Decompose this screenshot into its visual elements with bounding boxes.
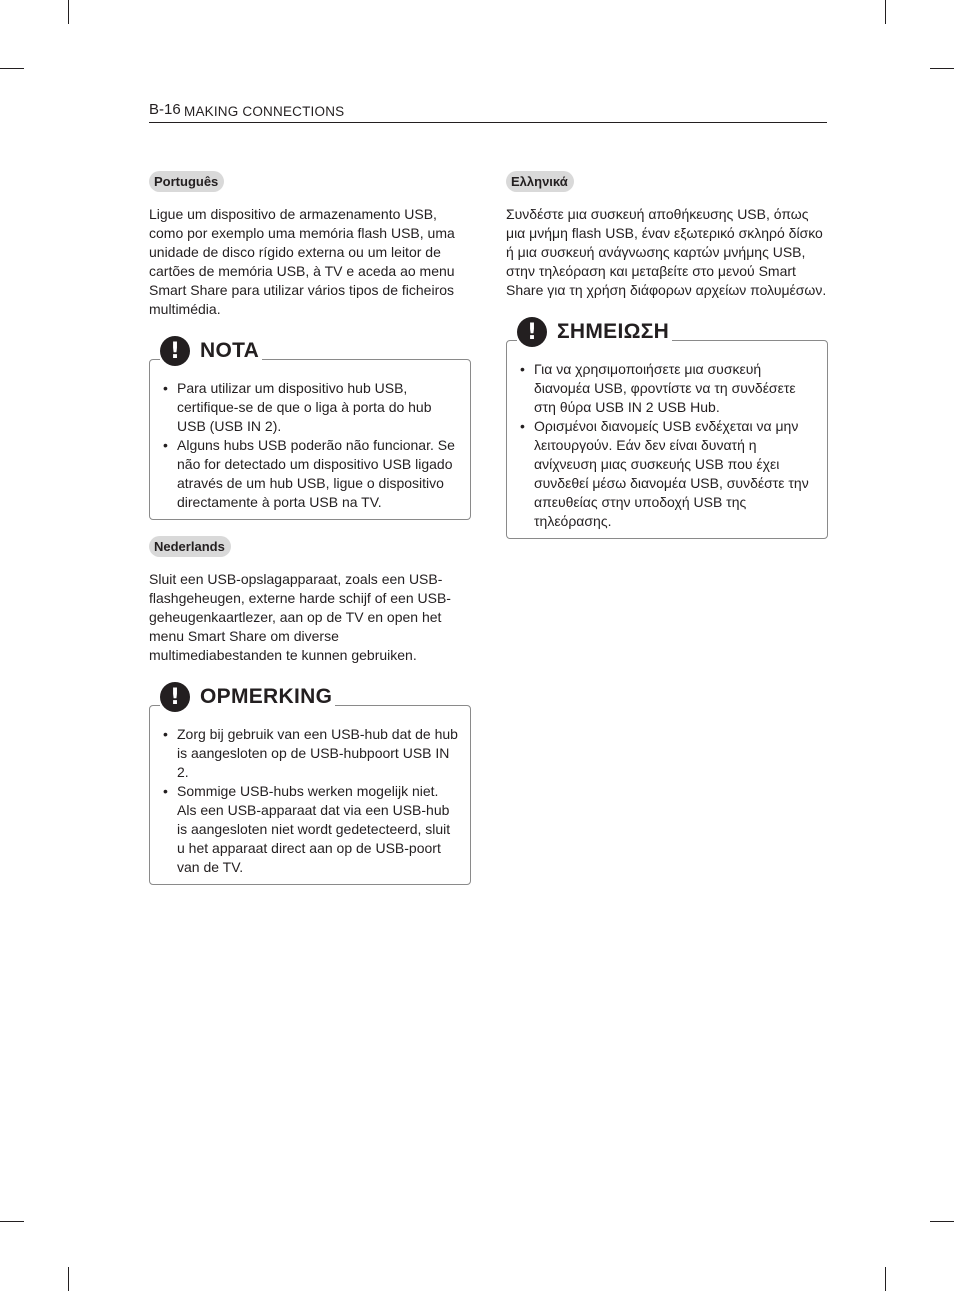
note-box bbox=[149, 338, 471, 520]
note-box bbox=[149, 684, 471, 885]
crop-mark bbox=[885, 0, 886, 24]
crop-mark bbox=[0, 1221, 24, 1222]
language-badge: Nederlands bbox=[149, 536, 231, 557]
note-box bbox=[506, 319, 828, 539]
crop-mark bbox=[68, 0, 69, 24]
section-portuguese bbox=[149, 171, 471, 520]
note-item: • Sommige USB-hubs werken mogelijk niet. Als een USB-apparaat dat via een USB-hub is aangesloten niet wordt gedetecteerd, sluit u het apparaat direct aan op de USB-poort van de TV. bbox=[163, 782, 460, 877]
crop-mark bbox=[930, 68, 954, 69]
note-title: OPMERKING bbox=[200, 685, 333, 708]
note-item: • Para utilizar um dispositivo hub USB, certifique-se de que o liga à porta do hub USB (USB IN 2). bbox=[163, 379, 460, 436]
crop-mark bbox=[0, 68, 24, 69]
crop-mark bbox=[885, 1267, 886, 1291]
note-item: • Zorg bij gebruik van een USB-hub dat de hub is aangesloten op de USB-hubpoort USB IN 2. bbox=[163, 725, 460, 782]
note-header bbox=[160, 336, 262, 366]
language-badge: Ελληνικά bbox=[506, 171, 574, 192]
exclamation-circle-icon: ! bbox=[160, 336, 190, 366]
page-header bbox=[149, 101, 827, 123]
section-body: Ligue um dispositivo de armazenamento USB, como por exemplo uma memória flash USB, uma unidade de disco rígido externa ou um leitor de cartões de memória USB, à TV e aceda ao menu Smart Share para utilizar vários tipos de ficheiros multimédia. bbox=[149, 206, 455, 317]
exclamation-circle-icon: ! bbox=[160, 682, 190, 712]
language-badge: Português bbox=[149, 171, 224, 192]
crop-mark bbox=[930, 1221, 954, 1222]
note-list bbox=[507, 341, 827, 538]
note-item: • Alguns hubs USB poderão não funcionar. Se não for detectado um dispositivo USB ligado através de um hub USB, ligue o dispositivo directamente à porta USB na TV. bbox=[163, 436, 460, 512]
note-title: NOTA bbox=[200, 339, 260, 362]
section-greek bbox=[506, 171, 828, 539]
right-column bbox=[506, 171, 828, 539]
note-title: ΣΗΜΕΙΩΣΗ bbox=[557, 320, 670, 343]
section-body: Συνδέστε μια συσκευή αποθήκευσης USB, όπως μια μνήμη flash USB, έναν εξωτερικό σκληρό δίσκο ή μια συσκευή ανάγνωσης καρτών μνήμης USB, στην τηλεόραση και μεταβείτε στο μενού Smart Share για τη χρήση διάφορων αρχείων πολυμέσων. bbox=[506, 206, 827, 298]
note-list bbox=[150, 706, 470, 884]
section-dutch bbox=[149, 536, 471, 885]
section-body: Sluit een USB-opslagapparaat, zoals een USB-flashgeheugen, externe harde schijf of een USB-geheugenkaartlezer, aan op de TV en open het menu Smart Share om diverse multimediabestanden te kunnen gebruiken. bbox=[149, 571, 451, 663]
note-item: • Ορισμένοι διανομείς USB ενδέχεται να μην λειτουργούν. Εάν δεν είναι δυνατή η ανίχνευση μιας συσκευής USB που έχει συνδεθεί μέσω διανομέα USB, συνδέστε την απευθείας στην υποδοχή USB της τηλεόρασης. bbox=[520, 417, 817, 531]
note-item: • Για να χρησιμοποιήσετε μια συσκευή διανομέα USB, φροντίστε να τη συνδέσετε στη θύρα USB IN 2 USB Hub. bbox=[520, 360, 817, 417]
crop-mark bbox=[68, 1267, 69, 1291]
note-list bbox=[150, 360, 470, 519]
section-title: MAKING CONNECTIONS bbox=[184, 104, 345, 119]
exclamation-circle-icon: ! bbox=[517, 317, 547, 347]
note-header bbox=[160, 682, 335, 712]
page-number: B-16 bbox=[149, 101, 181, 118]
left-column bbox=[149, 171, 471, 885]
note-header bbox=[517, 317, 672, 347]
